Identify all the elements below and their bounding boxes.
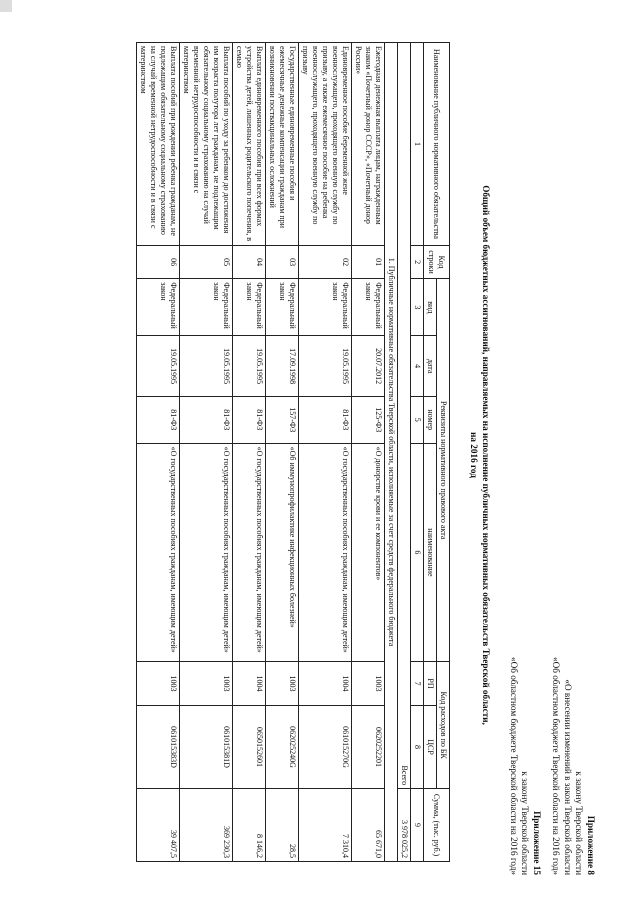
table-row (233, 43, 266, 862)
row-act-date: 20.07.2012 (352, 336, 385, 396)
table-row (352, 43, 385, 862)
row-csr: 062025240G (266, 705, 299, 788)
row-act-date: 19.05.1995 (180, 336, 233, 396)
row-csr: 061015383D (137, 705, 180, 788)
row-rp: 1004 (299, 662, 352, 706)
row-name: Единовременное пособие беременной жене военнослужащего, проходящего военную службу по призыву, а также ежемесячное пособие на ребенка военнослужащего, проходящего военную службу по призыву (299, 43, 352, 246)
col-number: 9 (411, 789, 424, 862)
col-header-name: Наименование публичного нормативного обязательства (424, 43, 450, 246)
col-header-rp: РП (424, 662, 437, 706)
row-act-date: 17.09.1998 (266, 336, 299, 396)
row-act-date: 19.05.1995 (137, 336, 180, 396)
row-code: 03 (266, 245, 299, 278)
col-number: 3 (411, 279, 424, 336)
row-act-type: Федеральный закон (299, 279, 352, 336)
col-header-date: дата (424, 336, 437, 396)
row-rp: 1003 (137, 662, 180, 706)
appendix-15-line: «Об областном бюджете Тверской области на 2016 год» (509, 657, 519, 875)
row-name: Выплата пособий при рождении ребенка гражданам, не подлежащим обязательному социальному страхованию на случай временной нетрудоспособности и в связи с материнством (137, 43, 180, 246)
row-act-number: 81-ФЗ (180, 396, 233, 443)
document-title (468, 140, 492, 770)
appendix-15-line: к закону Тверской области (520, 771, 531, 875)
row-sum: 39 407,5 (137, 789, 180, 862)
appendix-header (508, 515, 597, 875)
row-act-title: «О государственных пособиях гражданам, имеющим детей» (299, 443, 352, 662)
appendix-15-title: Приложение 15 (532, 811, 542, 875)
row-rp: 1003 (266, 662, 299, 706)
section-row (385, 43, 398, 862)
total-row (398, 43, 411, 862)
table-body (137, 43, 385, 862)
total-value: 3 978 025,2 (398, 789, 411, 862)
col-header-number: номер (424, 396, 437, 443)
row-csr: 061015381D (180, 705, 233, 788)
row-sum: 65 671,0 (352, 789, 385, 862)
row-act-type: Федеральный закон (233, 279, 266, 336)
title-line: на 2016 год (469, 432, 479, 478)
row-name: Государственные единовременные пособия и ежемесячные денежные компенсации гражданам при возникновении поствакцинальных осложнений (266, 43, 299, 246)
section-title: 1. Публичные нормативные обязательства Тверской области, исполняемые за счет средств федерального бюджета (385, 43, 398, 862)
appendix-8-line: к закону Тверской области (574, 771, 585, 875)
title-line: Общий объем бюджетных ассигнований, направляемых на исполнение публичных нормативных обязательств Тверской области, (481, 185, 491, 725)
row-act-number: 81-ФЗ (137, 396, 180, 443)
row-act-type: Федеральный закон (180, 279, 233, 336)
row-code: 02 (299, 245, 352, 278)
row-sum: 7 310,4 (299, 789, 352, 862)
row-rp: 1003 (180, 662, 233, 706)
row-sum: 369 230,3 (180, 789, 233, 862)
col-number: 2 (411, 245, 424, 278)
table-row (180, 43, 233, 862)
row-act-number: 125-ФЗ (352, 396, 385, 443)
col-number: 6 (411, 443, 424, 662)
obligations-table (136, 42, 450, 862)
col-number: 7 (411, 662, 424, 706)
row-code: 06 (137, 245, 180, 278)
row-csr: 0620252201 (352, 705, 385, 788)
column-number-row (411, 43, 424, 862)
table-header-row (437, 43, 450, 862)
row-act-type: Федеральный закон (266, 279, 299, 336)
table-row (266, 43, 299, 862)
row-act-number: 157-ФЗ (266, 396, 299, 443)
col-number: 1 (411, 43, 424, 246)
table-row (299, 43, 352, 862)
col-number: 4 (411, 336, 424, 396)
row-act-type: Федеральный закон (137, 279, 180, 336)
row-name: Выплата единовременного пособия при всех формах устройства детей, лишенных родительского попечения, в семью (233, 43, 266, 246)
row-rp: 1003 (352, 662, 385, 706)
row-act-title: «О государственных пособиях гражданам, имеющим детей» (137, 443, 180, 662)
row-rp: 1004 (233, 662, 266, 706)
row-act-title: «Об иммунопрофилактике инфекционных болезней» (266, 443, 299, 662)
row-act-date: 19.05.1995 (299, 336, 352, 396)
appendix-8-line: «О внесении изменений в закон Тверской области (563, 679, 573, 875)
appendix-8-line: «Об областном бюджете Тверской области на 2016 год» (551, 657, 562, 875)
col-header-title: наименование (424, 443, 437, 662)
col-header-bk-code: Код расходов по БК (437, 662, 450, 789)
row-code: 01 (352, 245, 385, 278)
col-header-sum: Сумма, (тыс. руб.) (424, 789, 450, 862)
row-act-number: 81-ФЗ (299, 396, 352, 443)
col-header-type: вид (424, 279, 437, 336)
row-act-number: 81-ФЗ (233, 396, 266, 443)
table-row (137, 43, 180, 862)
appendix-8-title: Приложение 8 (586, 815, 596, 875)
row-act-title: «О донорстве крови и ее компонентов» (352, 443, 385, 662)
row-csr: 061015270G (299, 705, 352, 788)
col-number: 8 (411, 705, 424, 788)
row-name: Ежегодная денежная выплата лицам, награжденным знаком «Почетный донор СССР», «Почетный донор России» (352, 43, 385, 246)
row-csr: 0650152601 (233, 705, 266, 788)
row-sum: 8 146,2 (233, 789, 266, 862)
row-act-title: «О государственных пособиях гражданам, имеющим детей» (180, 443, 233, 662)
col-header-csr: ЦСР (424, 705, 437, 788)
row-sum: 28,5 (266, 789, 299, 862)
row-name: Выплата пособий по уходу за ребенком до достижения им возраста полутора лет гражданам, не подлежащим обязательному социальному страхованию на случай временной нетрудоспособности и в связи с материнством (180, 43, 233, 246)
row-code: 05 (180, 245, 233, 278)
col-header-code: Код строки (424, 245, 450, 278)
row-code: 04 (233, 245, 266, 278)
row-act-date: 19.05.1995 (233, 336, 266, 396)
col-number: 5 (411, 396, 424, 443)
total-label: Всего (398, 43, 411, 789)
row-act-title: «О государственных пособиях гражданам, имеющим детей» (233, 443, 266, 662)
col-header-requisites: Реквизиты нормативного правового акта (437, 279, 450, 662)
row-act-type: Федеральный закон (352, 279, 385, 336)
